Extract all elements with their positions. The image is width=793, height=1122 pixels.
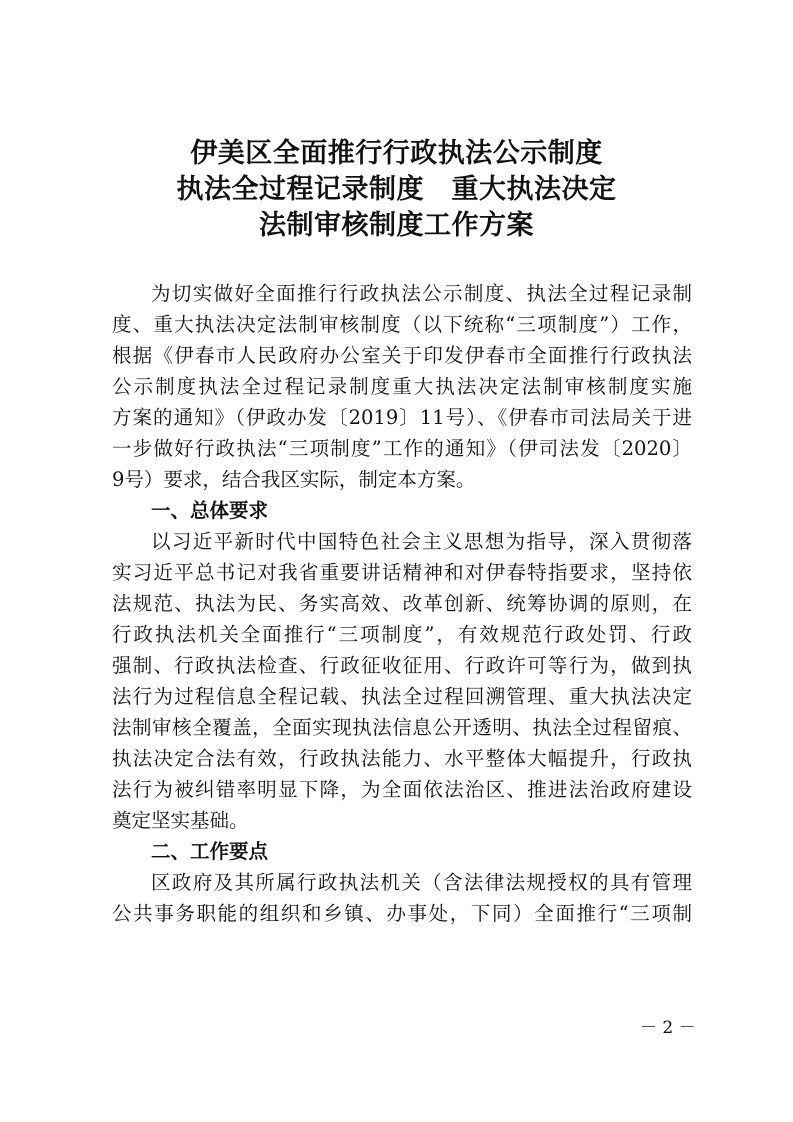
section-heading-work-points: 二、工作要点 — [151, 840, 269, 863]
intro-line-6: 一步做好行政执法“三项制度”工作的通知》（伊司法发〔2020〕 — [112, 437, 692, 460]
section1-line-3: 法规范、执法为民、务实高效、改革创新、统筹协调的原则，在 — [112, 592, 692, 615]
section1-line-4: 行政执法机关全面推行“三项制度”，有效规范行政处罚、行政 — [112, 623, 692, 646]
title-line-2: 执法全过程记录制度 重大执法决定 — [176, 174, 617, 205]
section2-line-1: 区政府及其所属行政执法机关（含法律法规授权的具有管理 — [151, 871, 692, 894]
title-line-1: 伊美区全面推行行政执法公示制度 — [190, 138, 603, 169]
section1-line-1: 以习近平新时代中国特色社会主义思想为指导，深入贯彻落 — [151, 530, 692, 553]
section1-line-10: 奠定坚实基础。 — [112, 809, 249, 832]
section-heading-general-requirements: 一、总体要求 — [151, 499, 269, 522]
intro-line-1: 为切实做好全面推行行政执法公示制度、执法全过程记录制 — [151, 282, 692, 305]
section1-line-8: 执法决定合法有效，行政执法能力、水平整体大幅提升，行政执 — [112, 747, 692, 770]
intro-line-5: 方案的通知》（伊政办发〔2019〕11号）、《伊春市司法局关于进 — [112, 406, 692, 429]
intro-line-7: 9号）要求，结合我区实际，制定本方案。 — [112, 468, 476, 491]
document-body — [112, 278, 692, 929]
intro-line-3: 根据《伊春市人民政府办公室关于印发伊春市全面推行行政执法 — [112, 344, 692, 367]
document-title — [0, 136, 793, 244]
section1-line-5: 强制、行政执法检查、行政征收征用、行政许可等行为，做到执 — [112, 654, 692, 677]
section1-line-7: 法制审核全覆盖，全面实现执法信息公开透明、执法全过程留痕、 — [112, 716, 692, 739]
page-number: － 2 － — [640, 1018, 696, 1038]
title-line-3: 法制审核制度工作方案 — [259, 210, 534, 241]
section2-line-2: 公共事务职能的组织和乡镇、办事处，下同）全面推行“三项制 — [112, 902, 692, 925]
intro-line-2: 度、重大执法决定法制审核制度（以下统称“三项制度”）工作， — [112, 313, 692, 336]
section1-line-2: 实习近平总书记对我省重要讲话精神和对伊春特指要求，坚持依 — [112, 561, 692, 584]
work-points-paragraph — [112, 867, 692, 929]
section1-line-6: 法行为过程信息全程记载、执法全过程回溯管理、重大执法决定 — [112, 685, 692, 708]
general-requirements-paragraph — [112, 526, 692, 836]
intro-paragraph — [112, 278, 692, 495]
section1-line-9: 法行为被纠错率明显下降，为全面依法治区、推进法治政府建设 — [112, 778, 692, 801]
intro-line-4: 公示制度执法全过程记录制度重大执法决定法制审核制度实施 — [112, 375, 692, 398]
